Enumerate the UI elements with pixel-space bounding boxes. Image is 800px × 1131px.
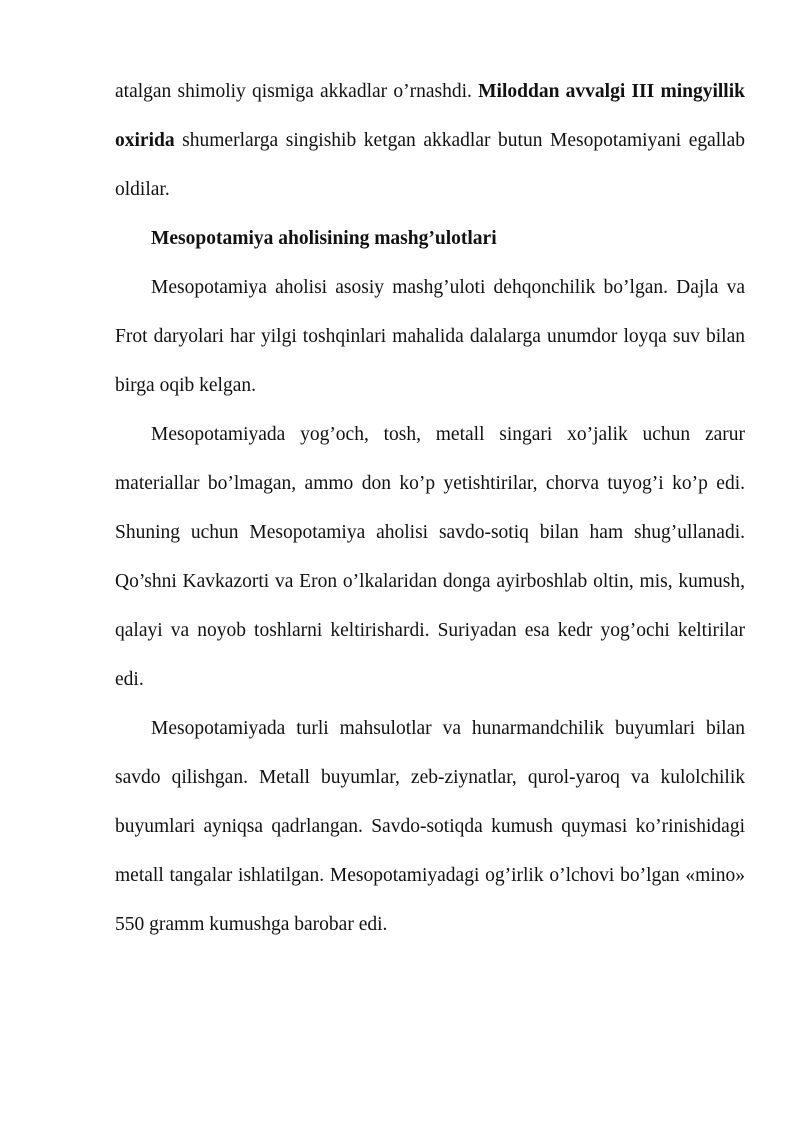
bold-date-phrase: Miloddan avvalgi III mingyillik oxirida [115, 81, 745, 151]
document-page [115, 67, 745, 949]
paragraph-agriculture: Mesopotamiya aholisi asosiy mashg’uloti dehqonchilik bo’lgan. Dajla va Frot daryolari har yilgi toshqinlari mahalida dalalarga unumdor loyqa suv bilan birga oqib kelgan. [115, 277, 745, 396]
paragraph-trade-goods: Mesopotamiyada turli mahsulotlar va hunarmandchilik buyumlari bilan savdo qilishgan. Metall buyumlar, zeb-ziynatlar, qurol-yaroq va kulolchilik buyumlari ayniqsa qadrlangan. Savdo-sotiqda kumush quymasi ko’rinishidagi metall tangalar ishlatilgan. Mesopotamiyadagi og’irlik o’lchovi bo’lgan «mino» 550 gramm kumushga barobar edi. [115, 718, 745, 935]
paragraph-akkad-conquest [115, 67, 745, 214]
paragraph-trade-materials: Mesopotamiyada yog’och, tosh, metall singari xo’jalik uchun zarur materiallar bo’lmagan, ammo don ko’p yetishtirilar, chorva tuyog’i ko’p edi. Shuning uchun Mesopotamiya aholisi savdo-sotiq bilan ham shug’ullanadi. Qo’shni Kavkazorti va Eron o’lkalaridan donga ayirboshlab oltin, mis, kumush, qalayi va noyob toshlarni keltirishardi. Suriyadan esa kedr yog’ochi keltirilar edi. [115, 424, 745, 690]
section-heading: Mesopotamiya aholisining mashg’ulotlari [151, 228, 497, 249]
paragraph-text-end: shumerlarga singishib ketgan akkadlar butun Mesopotamiyani egallab oldilar. [115, 130, 745, 200]
paragraph-text-start: atalgan shimoliy qismiga akkadlar o’rnashdi. [115, 81, 479, 102]
